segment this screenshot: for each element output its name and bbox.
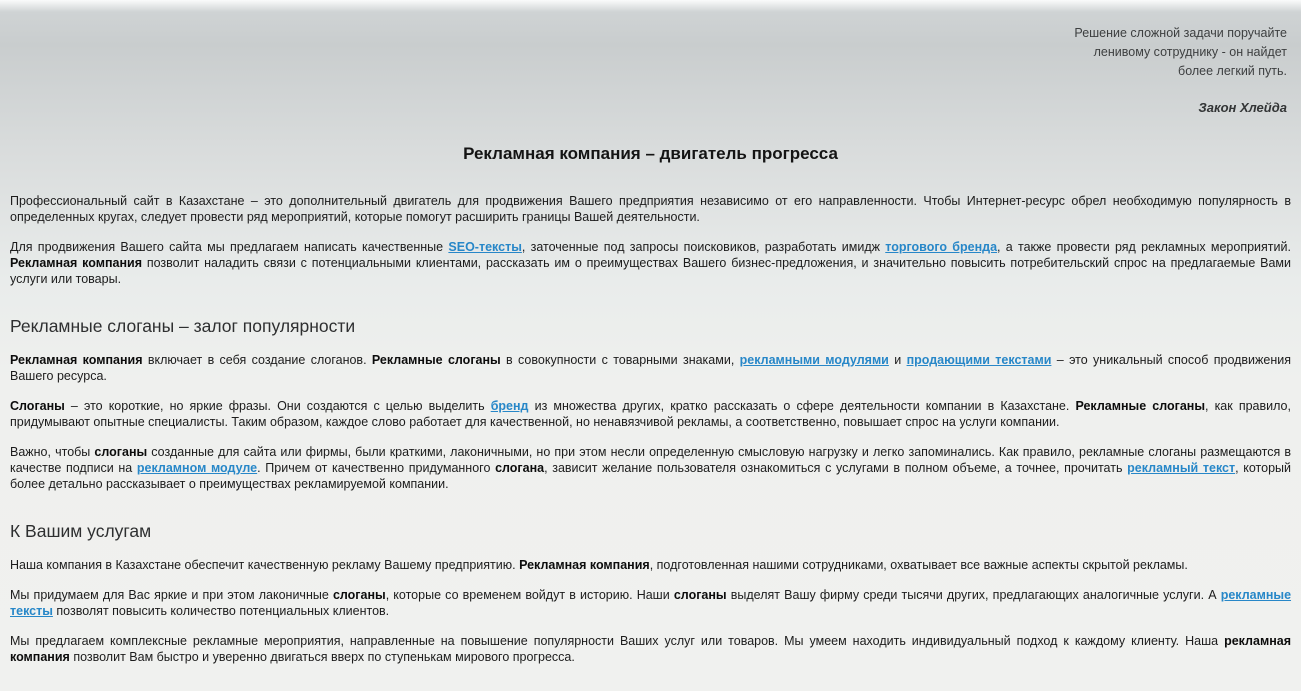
- text-run: , который более детально рассказывает о преимуществах рекламируемой компании.: [10, 461, 1292, 491]
- text-run: Мы придумаем для Вас яркие и при этом лаконичные: [10, 588, 333, 602]
- section-heading: Рекламные слоганы – залог популярности: [10, 316, 356, 336]
- text-run: , подготовленная нашими сотрудниками, охватывает все важные аспекты скрытой рекламы.: [649, 558, 1188, 572]
- bold-text: слоганы: [94, 445, 148, 459]
- inline-link[interactable]: SEO-тексты: [448, 240, 522, 254]
- bold-text: Рекламная компания: [10, 353, 143, 367]
- text-run: Мы предлагаем комплексные рекламные мероприятия, направленные на повышение популярности Ваших услуг или товаров. Мы умеем находить индивидуальный подход к каждому клиенту. Наша: [10, 634, 1225, 648]
- text-run: – это короткие, но яркие фразы. Они создаются с целью выделить: [64, 399, 491, 413]
- article-body: [10, 193, 1291, 665]
- inline-link[interactable]: рекламный текст: [1127, 461, 1236, 475]
- text-run: . Причем от качественно придуманного: [257, 461, 496, 475]
- text-run: , которые со временем войдут в историю. Наши: [385, 588, 674, 602]
- text-run: из множества других, кратко рассказать о сфере деятельности компании в Казахстане.: [528, 399, 1076, 413]
- epigraph-line: более легкий путь.: [1178, 64, 1287, 78]
- text-run: – это уникальный способ продвижения Вашего ресурса.: [10, 353, 1292, 383]
- text-run: позволит Вам быстро и уверенно двигаться вверх по ступенькам мирового прогресса.: [69, 650, 575, 664]
- paragraph: [10, 239, 1291, 287]
- text-run: позволит наладить связи с потенциальными клиентами, рассказать им о преимуществах Вашего бизнес-предложения, и значительно повысить потребительский спрос на предлагаемые Вами услуги или товары.: [10, 256, 1291, 286]
- inline-link[interactable]: продающими текстами: [906, 353, 1052, 367]
- bold-text: слоганы: [673, 588, 727, 602]
- bold-text: Слоганы: [10, 399, 65, 413]
- inline-link[interactable]: торгового бренда: [885, 240, 998, 254]
- inline-link[interactable]: рекламные тексты: [10, 588, 1292, 618]
- paragraph: [10, 193, 1291, 225]
- text-run: созданные для сайта или фирмы, были краткими, лаконичными, но при этом несли определенную смысловую нагрузку и легко запоминались. Как правило, рекламные слоганы размещаются в качестве подписи на: [10, 445, 1291, 475]
- inline-link[interactable]: рекламном модуле: [136, 461, 258, 475]
- paragraph: [10, 444, 1291, 492]
- text-run: Профессиональный сайт в Казахстане – это дополнительный двигатель для продвижения Вашего предприятия независимо от его направленности. Чтобы Интернет-ресурс обрел необходимую популярность в определенных кругах, следует провести ряд мероприятий, которые помогут расширить границы Вашей деятельности.: [10, 194, 1291, 224]
- page-title: Рекламная компания – двигатель прогресса: [463, 144, 838, 163]
- epigraph-line: ленивому сотруднику - он найдет: [1093, 45, 1287, 59]
- text-run: выделят Вашу фирму среди тысячи других, предлагающих аналогичные услуги. А: [726, 588, 1221, 602]
- paragraph: [10, 557, 1291, 573]
- inline-link[interactable]: бренд: [490, 399, 529, 413]
- text-run: Наша компания в Казахстане обеспечит качественную рекламу Вашему предприятию.: [10, 558, 520, 572]
- inline-link[interactable]: рекламными модулями: [739, 353, 889, 367]
- text-run: в совокупности с товарными знаками,: [500, 353, 740, 367]
- bold-text: Рекламная компания: [519, 558, 650, 572]
- paragraph: [10, 587, 1291, 619]
- text-run: , заточенные под запросы поисковиков, разработать имидж: [521, 240, 886, 254]
- epigraph-line: Решение сложной задачи поручайте: [1074, 26, 1287, 40]
- text-run: , как правило, придумывают опытные специалисты. Таким образом, каждое слово работает для качественной, но ненавязчивой рекламы, а соответственно, повышает спрос на услуги компании.: [10, 399, 1291, 429]
- bold-text: Рекламные слоганы: [1075, 399, 1205, 413]
- bold-text: Рекламная компания: [10, 256, 142, 270]
- text-run: Для продвижения Вашего сайта мы предлагаем написать качественные: [10, 240, 449, 254]
- section-heading: К Вашим услугам: [10, 521, 152, 541]
- text-run: включает в себя создание слоганов.: [142, 353, 372, 367]
- paragraph: [10, 398, 1291, 430]
- paragraph: [10, 352, 1291, 384]
- bold-text: слоганы: [332, 588, 386, 602]
- text-run: , а также провести ряд рекламных мероприятий.: [997, 240, 1291, 254]
- epigraph: [0, 0, 1301, 117]
- text-run: и: [888, 353, 907, 367]
- bold-text: рекламная компания: [10, 634, 1291, 664]
- bold-text: Рекламные слоганы: [371, 353, 501, 367]
- text-run: , зависит желание пользователя ознакомиться с услугами в полном объеме, а точнее, прочитать: [544, 461, 1128, 475]
- bold-text: слогана: [495, 461, 545, 475]
- epigraph-author: Закон Хлейда: [1198, 100, 1287, 115]
- text-run: Важно, чтобы: [10, 445, 95, 459]
- text-run: позволят повысить количество потенциальных клиентов.: [52, 604, 390, 618]
- paragraph: [10, 633, 1291, 665]
